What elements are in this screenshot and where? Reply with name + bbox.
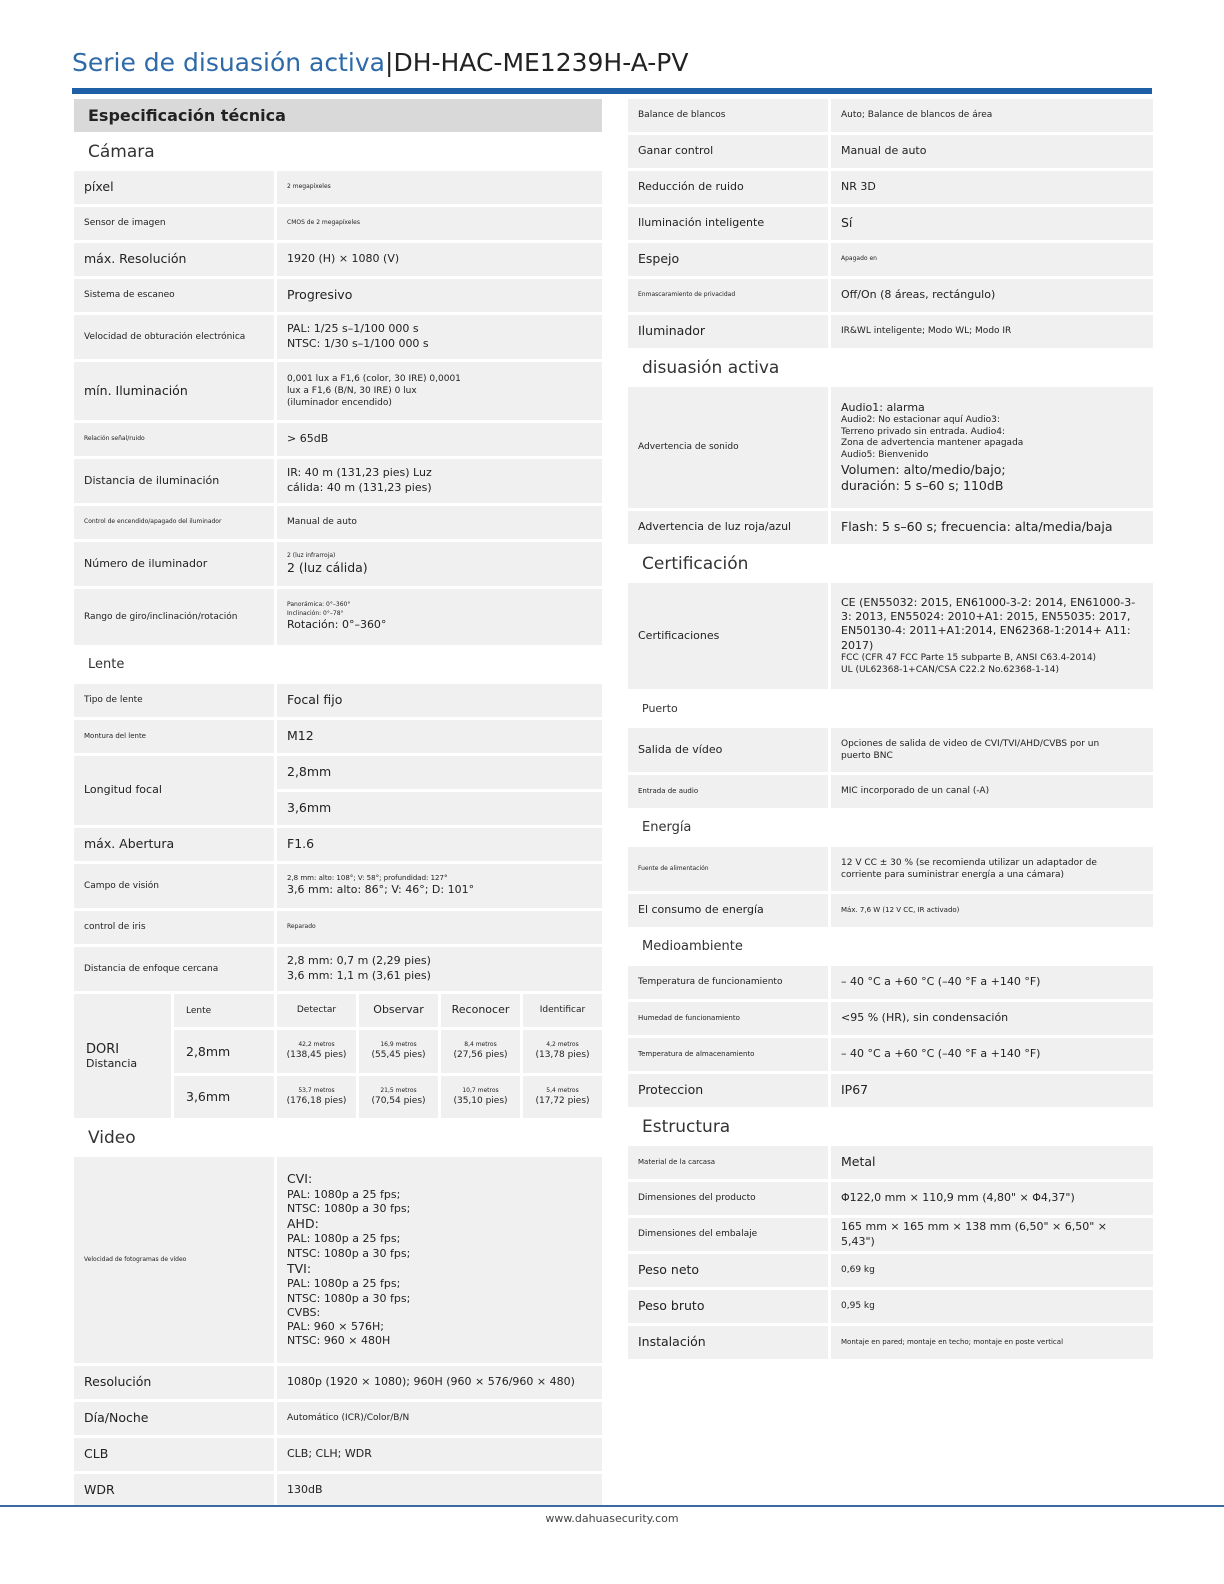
spec-label: Proteccion: [628, 1074, 828, 1107]
spec-row: [628, 1326, 1153, 1359]
spec-value: Reparado: [277, 911, 602, 944]
value-line: Opciones de salida de video de CVI/TVI/AHD/CVBS por un: [841, 738, 1100, 749]
dori-table: [74, 994, 602, 1118]
value-line: IR: 40 m (131,23 pies) Luz: [287, 466, 432, 480]
spec-row: [74, 1366, 602, 1399]
spec-row: [628, 243, 1153, 276]
spec-column-right: [628, 99, 1153, 1359]
dori-meters: 21,5 metros: [380, 1086, 417, 1094]
spec-value: Automático (ICR)/Color/B/N: [277, 1402, 602, 1435]
spec-label: Relación señal/ruido: [74, 423, 274, 456]
spec-label: WDR: [74, 1474, 274, 1507]
spec-value: Focal fijo: [277, 684, 602, 717]
spec-row: [628, 775, 1153, 808]
dori-header-cell: Detectar: [277, 994, 356, 1027]
dori-label: [74, 994, 171, 1118]
value-line: 2,8 mm: alto: 108°; V: 58°; profundidad: 127°: [287, 873, 448, 882]
spec-row: [628, 728, 1153, 772]
value-line: 2 (luz infrarroja): [287, 551, 336, 559]
spec-row: [628, 1218, 1153, 1251]
spec-row: [74, 947, 602, 991]
section-certification: Certificación: [628, 547, 1153, 580]
spec-value: NR 3D: [831, 171, 1153, 204]
value-line: puerto BNC: [841, 751, 893, 761]
spec-value: Máx. 7,6 W (12 V CC, IR activado): [831, 894, 1153, 927]
value-line: UL (UL62368-1+CAN/CSA C22.2 No.62368-1-14): [841, 664, 1060, 675]
spec-value: [277, 1157, 602, 1363]
spec-label: máx. Resolución: [74, 243, 274, 276]
value-line: PAL: 960 × 576H;: [287, 1320, 384, 1334]
spec-label: Ganar control: [628, 135, 828, 168]
dori-feet: (27,56 pies): [453, 1050, 508, 1060]
value-line: CVBS:: [287, 1305, 321, 1319]
spec-label: Sistema de escaneo: [74, 279, 274, 312]
spec-label: Distancia de enfoque cercana: [74, 947, 274, 991]
spec-row: [74, 542, 602, 586]
spec-row: [74, 1438, 602, 1471]
spec-value: MIC incorporado de un canal (-A): [831, 775, 1153, 808]
value-line: 2,8 mm: 0,7 m (2,29 pies): [287, 954, 431, 968]
dori-header-cell: Lente: [174, 994, 274, 1027]
section-lens: Lente: [74, 648, 602, 681]
spec-value: Φ122,0 mm × 110,9 mm (4,80" × Φ4,37"): [831, 1182, 1153, 1215]
spec-label: El consumo de energía: [628, 894, 828, 927]
spec-row: [628, 315, 1153, 348]
spec-row: [628, 1290, 1153, 1323]
spec-value: Sí: [831, 207, 1153, 240]
value-line: NTSC: 1/30 s–1/100 000 s: [287, 337, 429, 350]
spec-value: [277, 362, 602, 420]
section-power: Energía: [628, 811, 1153, 844]
dori-value: [523, 1030, 602, 1073]
dori-header-cell: Observar: [359, 994, 438, 1027]
dori-value: [441, 1076, 520, 1119]
dori-meters: 16,9 metros: [380, 1041, 417, 1048]
value-line: PAL: 1/25 s–1/100 000 s: [287, 322, 419, 336]
dori-value: [523, 1076, 602, 1119]
spec-value: F1.6: [277, 828, 602, 861]
value-line: Audio1: alarma: [841, 400, 925, 414]
page-header: [72, 46, 1152, 98]
spec-row: [74, 1474, 602, 1507]
value-line: cálida: 40 m (131,23 pies): [287, 481, 432, 494]
spec-row: [74, 243, 602, 276]
spec-label: Advertencia de luz roja/azul: [628, 511, 828, 544]
dori-value: [441, 1030, 520, 1073]
spec-label: Rango de giro/inclinación/rotación: [74, 589, 274, 645]
value-line: NTSC: 960 × 480H: [287, 1334, 391, 1348]
spec-label: Velocidad de fotogramas de vídeo: [74, 1157, 274, 1363]
model-name: DH-HAC-ME1239H-A-PV: [393, 48, 689, 77]
spec-label: Espejo: [628, 243, 828, 276]
dori-value: [277, 1076, 356, 1119]
spec-row: [74, 279, 602, 312]
spec-label: Salida de vídeo: [628, 728, 828, 772]
value-line: Zona de advertencia mantener apagada: [841, 438, 1024, 449]
value-line: Audio2: No estacionar aquí Audio3:: [841, 415, 1000, 426]
spec-row: [74, 315, 602, 359]
section-environment: Medioambiente: [628, 930, 1153, 963]
dori-header-cell: Reconocer: [441, 994, 520, 1027]
spec-label: Enmascaramiento de privacidad: [628, 279, 828, 312]
spec-row: [74, 207, 602, 240]
dori-meters: 53,7 metros: [298, 1086, 335, 1094]
spec-row: [628, 894, 1153, 927]
spec-title: Especificación técnica: [74, 99, 602, 132]
spec-label: Campo de visión: [74, 864, 274, 908]
spec-label: Material de la carcasa: [628, 1146, 828, 1179]
spec-label: Velocidad de obturación electrónica: [74, 315, 274, 359]
spec-value: Manual de auto: [277, 506, 602, 539]
focal-values: [277, 756, 602, 825]
spec-value: M12: [277, 720, 602, 753]
value-line: CE (EN55032: 2015, EN61000-3-2: 2014, EN61000-3-: [841, 595, 1136, 609]
spec-label: Resolución: [74, 1366, 274, 1399]
spec-value: [277, 947, 602, 991]
dori-feet: (17,72 pies): [535, 1095, 590, 1106]
spec-value: CLB; CLH; WDR: [277, 1438, 602, 1471]
spec-row: [628, 1074, 1153, 1107]
spec-value: 0,95 kg: [831, 1290, 1153, 1323]
value-line: 3: 2013, EN55024: 2010+A1: 2015, EN55035: 2017,: [841, 610, 1131, 624]
dori-label-line: DORI: [86, 1042, 120, 1057]
value-line: EN50130-4: 2011+A1:2014, EN62368-1:2014+ A11:: [841, 624, 1131, 638]
spec-label: Balance de blancos: [628, 99, 828, 132]
spec-row: [74, 828, 602, 861]
spec-value: [277, 542, 602, 586]
dori-feet: (13,78 pies): [535, 1050, 590, 1060]
spec-label: Número de iluminador: [74, 542, 274, 586]
value-line: 3,6 mm: 1,1 m (3,61 pies): [287, 969, 431, 982]
spec-value: IP67: [831, 1074, 1153, 1107]
dori-meters: 8,4 metros: [464, 1041, 497, 1048]
dori-feet: (176,18 pies): [286, 1095, 347, 1106]
value-line: 12 V CC ± 30 % (se recomienda utilizar un adaptador de: [841, 857, 1097, 868]
spec-label: Iluminación inteligente: [628, 207, 828, 240]
spec-label: Distancia de iluminación: [74, 459, 274, 503]
spec-row: [628, 171, 1153, 204]
spec-row: [628, 1002, 1153, 1035]
spec-row: [628, 966, 1153, 999]
value-line: Volumen: alto/medio/bajo;: [841, 461, 1006, 477]
spec-row: [74, 720, 602, 753]
spec-value: 165 mm × 165 mm × 138 mm (6,50" × 6,50" × 5,43"): [831, 1218, 1153, 1251]
section-video: Video: [74, 1121, 602, 1154]
spec-row: [74, 684, 602, 717]
footer-rule: [0, 1505, 1224, 1507]
section-structure: Estructura: [628, 1110, 1153, 1143]
spec-label: Tipo de lente: [74, 684, 274, 717]
spec-row: [74, 423, 602, 456]
dori-value: [359, 1030, 438, 1073]
dori-lens: 3,6mm: [174, 1076, 274, 1119]
dori-feet: (55,45 pies): [371, 1050, 426, 1060]
value-line: TVI:: [287, 1260, 312, 1276]
spec-row: [628, 1038, 1153, 1071]
spec-row: [628, 1182, 1153, 1215]
spec-label: máx. Abertura: [74, 828, 274, 861]
value-line: Inclinación: 0°–78°: [287, 609, 344, 617]
dori-meters: 10,7 metros: [462, 1086, 499, 1094]
value-line: PAL: 1080p a 25 fps;: [287, 1187, 401, 1201]
spec-row: [628, 1254, 1153, 1287]
spec-label: control de iris: [74, 911, 274, 944]
page-title: [72, 46, 1152, 80]
spec-label: Fuente de alimentación: [628, 847, 828, 891]
spec-value: 2,8mm: [277, 756, 602, 789]
value-line: NTSC: 1080p a 30 fps;: [287, 1201, 411, 1215]
spec-row: [628, 387, 1153, 508]
spec-row: [74, 1157, 602, 1363]
value-line: (iluminador encendido): [287, 398, 392, 409]
value-line: NTSC: 1080p a 30 fps;: [287, 1246, 411, 1260]
value-line: Terreno privado sin entrada. Audio4:: [841, 426, 1006, 437]
spec-row: [628, 511, 1153, 544]
spec-label: Iluminador: [628, 315, 828, 348]
spec-value: [277, 864, 602, 908]
spec-row: [628, 279, 1153, 312]
spec-row: [628, 99, 1153, 132]
spec-row: [74, 1402, 602, 1435]
dori-header-cell: Identificar: [523, 994, 602, 1027]
spec-value: 3,6mm: [277, 792, 602, 825]
dori-label-line: Distancia: [86, 1057, 138, 1070]
spec-label: Instalación: [628, 1326, 828, 1359]
spec-value: [831, 847, 1153, 891]
spec-row: [74, 506, 602, 539]
spec-label: Longitud focal: [74, 756, 274, 825]
dori-meters: 4,2 metros: [546, 1041, 579, 1048]
spec-row: [74, 864, 602, 908]
section-camera: Cámara: [74, 135, 602, 168]
spec-value: Manual de auto: [831, 135, 1153, 168]
dori-feet: (138,45 pies): [286, 1050, 347, 1060]
spec-label: mín. Iluminación: [74, 362, 274, 420]
dori-meters: 42,2 metros: [298, 1041, 335, 1048]
spec-value: 0,69 kg: [831, 1254, 1153, 1287]
spec-label: Peso bruto: [628, 1290, 828, 1323]
spec-value: [277, 589, 602, 645]
spec-value: Progresivo: [277, 279, 602, 312]
spec-value: > 65dB: [277, 423, 602, 456]
value-line: NTSC: 1080p a 30 fps;: [287, 1291, 411, 1305]
dori-grid: [174, 994, 602, 1118]
spec-value: Flash: 5 s–60 s; frecuencia: alta/media/baja: [831, 511, 1153, 544]
value-line: Audio5: Bienvenido: [841, 450, 929, 461]
dori-value: [277, 1030, 356, 1073]
spec-row: [74, 171, 602, 204]
spec-label: Dimensiones del embalaje: [628, 1218, 828, 1251]
dori-feet: (70,54 pies): [371, 1095, 426, 1106]
spec-value: 1080p (1920 × 1080); 960H (960 × 576/960 × 480): [277, 1366, 602, 1399]
spec-value: – 40 °C a +60 °C (–40 °F a +140 °F): [831, 966, 1153, 999]
spec-label: Certificaciones: [628, 583, 828, 689]
spec-label: Temperatura de almacenamiento: [628, 1038, 828, 1071]
spec-label: Montura del lente: [74, 720, 274, 753]
value-line: PAL: 1080p a 25 fps;: [287, 1277, 401, 1291]
spec-value: Off/On (8 áreas, rectángulo): [831, 279, 1153, 312]
spec-value: [277, 315, 602, 359]
value-line: PAL: 1080p a 25 fps;: [287, 1232, 401, 1246]
dori-header-row: [174, 994, 602, 1027]
value-line: AHD:: [287, 1216, 319, 1232]
spec-value: Auto; Balance de blancos de área: [831, 99, 1153, 132]
spec-value: CMOS de 2 megapíxeles: [277, 207, 602, 240]
dori-value: [359, 1076, 438, 1119]
spec-row: [628, 847, 1153, 891]
spec-label: Dimensiones del producto: [628, 1182, 828, 1215]
spec-label: CLB: [74, 1438, 274, 1471]
spec-row: [74, 756, 602, 825]
spec-value: [277, 459, 602, 503]
series-name: Serie de disuasión activa: [72, 48, 385, 77]
spec-label: Día/Noche: [74, 1402, 274, 1435]
dori-row: [174, 1076, 602, 1119]
spec-label: Reducción de ruido: [628, 171, 828, 204]
spec-row: [74, 362, 602, 420]
spec-label: Temperatura de funcionamiento: [628, 966, 828, 999]
spec-value: <95 % (HR), sin condensación: [831, 1002, 1153, 1035]
section-port: Puerto: [628, 692, 1153, 725]
spec-column-left: [74, 99, 602, 1507]
spec-value: 1920 (H) × 1080 (V): [277, 243, 602, 276]
value-line: FCC (CFR 47 FCC Parte 15 subparte B, ANSI C63.4-2014): [841, 652, 1097, 663]
spec-label: Peso neto: [628, 1254, 828, 1287]
value-line: duración: 5 s–60 s; 110dB: [841, 478, 1004, 494]
value-line: corriente para suministrar energía a una cámara): [841, 870, 1065, 880]
spec-value: [831, 728, 1153, 772]
value-line: 2 (luz cálida): [287, 559, 368, 575]
spec-label: Advertencia de sonido: [628, 387, 828, 508]
spec-value: [831, 583, 1153, 689]
spec-label: Entrada de audio: [628, 775, 828, 808]
spec-value: Metal: [831, 1146, 1153, 1179]
value-line: 3,6 mm: alto: 86°; V: 46°; D: 101°: [287, 883, 475, 897]
spec-label: píxel: [74, 171, 274, 204]
spec-row: [74, 589, 602, 645]
spec-value: [831, 387, 1153, 508]
dori-meters: 5,4 metros: [546, 1086, 579, 1094]
value-line: 2017): [841, 638, 874, 652]
spec-row: [74, 911, 602, 944]
value-line: CVI:: [287, 1171, 313, 1187]
spec-value: Montaje en pared; montaje en techo; montaje en poste vertical: [831, 1326, 1153, 1359]
spec-row: [628, 583, 1153, 689]
spec-row: [628, 135, 1153, 168]
header-rule: [72, 88, 1152, 94]
value-line: lux a F1,6 (B/N, 30 IRE) 0 lux: [287, 385, 417, 396]
spec-label: Humedad de funcionamiento: [628, 1002, 828, 1035]
footer-url[interactable]: www.dahuasecurity.com: [545, 1512, 679, 1525]
spec-value: 2 megapíxeles: [277, 171, 602, 204]
spec-value: – 40 °C a +60 °C (–40 °F a +140 °F): [831, 1038, 1153, 1071]
value-line: Rotación: 0°–360°: [287, 617, 387, 631]
value-line: Panorámica: 0°–360°: [287, 601, 351, 609]
title-separator: |: [385, 48, 394, 77]
spec-value: 130dB: [277, 1474, 602, 1507]
dori-feet: (35,10 pies): [453, 1095, 508, 1106]
dori-row: [174, 1030, 602, 1073]
spec-label: Sensor de imagen: [74, 207, 274, 240]
dori-lens: 2,8mm: [174, 1030, 274, 1073]
section-deterrence: disuasión activa: [628, 351, 1153, 384]
spec-value: Apagado en: [831, 243, 1153, 276]
spec-value: IR&WL inteligente; Modo WL; Modo IR: [831, 315, 1153, 348]
spec-row: [74, 459, 602, 503]
spec-row: [628, 207, 1153, 240]
spec-row: [628, 1146, 1153, 1179]
value-line: 0,001 lux a F1,6 (color, 30 IRE) 0,0001: [287, 373, 461, 384]
spec-label: Control de encendido/apagado del iluminador: [74, 506, 274, 539]
